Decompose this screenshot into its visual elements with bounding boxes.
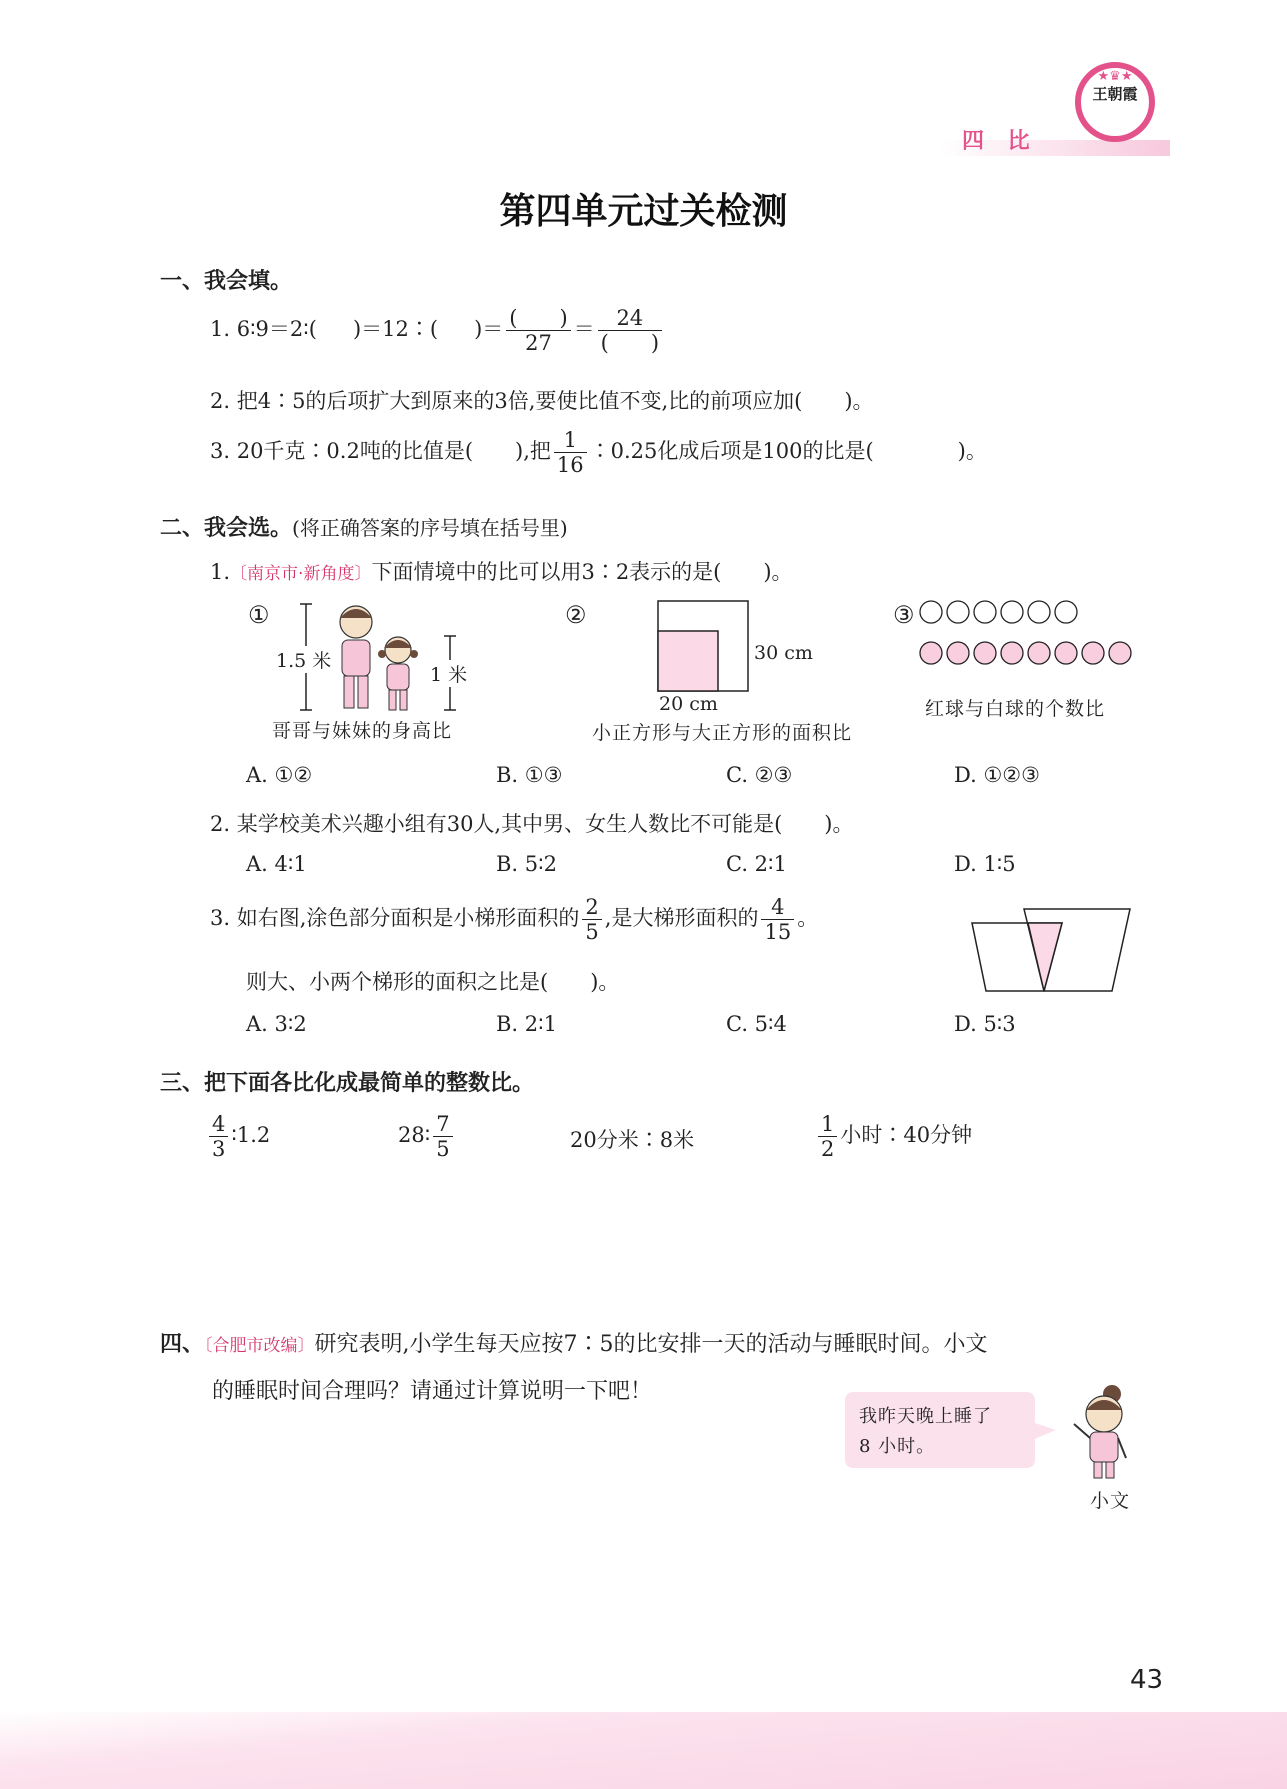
s2-q2-option-a: A. 4∶1 [246,852,307,876]
s4-line1: 四、〔合肥市改编〕研究表明,小学生每天应按7∶5的比安排一天的活动与睡眠时间。小文 [160,1332,988,1357]
logo-text: 王朝霞 [1092,85,1138,103]
trapezoid-figure [968,905,1134,995]
fig1-short-label: 1 米 [430,660,467,687]
s3-item-3: 20分米∶8米 [570,1128,695,1152]
fig2-caption: 小正方形与大正方形的面积比 [592,722,853,744]
s2-q3-option-d: D. 5∶3 [954,1012,1016,1036]
fig1-caption: 哥哥与妹妹的身高比 [272,720,453,742]
speech-bubble [845,1392,1035,1468]
fig3-balls-figure [918,598,1148,668]
s2-q1-option-a: A. ①② [246,763,313,787]
girl-name-label: 小文 [1090,1490,1131,1512]
s2-q3-option-c: C. 5∶4 [726,1012,787,1036]
bubble-line-1: 我昨天晚上睡了 [859,1406,992,1427]
fig3-caption: 红球与白球的个数比 [925,698,1106,720]
s2-q3: 3. 如右图,涂色部分面积是小梯形面积的 $\frac{2}{5}$ ,是大梯形面积的 $\frac{4}{15}$ 。 [210,895,819,945]
s1-q2: 2. 把4∶5的后项扩大到原来的3倍,要使比值不变,比的前项应加( )。 [210,389,874,413]
fig1-mark: ① [248,601,270,629]
s2-q3-option-b: B. 2∶1 [496,1012,557,1036]
white-balls [920,601,1077,623]
s1-q3: 3. 20千克∶0.2吨的比值是( ),把 $\frac{1}{16}$ ∶0.25化成后项是100的比是( )。 [210,428,987,478]
xiaowen-girl-icon [1060,1380,1150,1480]
section-1-title: 一、我会填。 [160,269,293,294]
page-number: 43 [1130,1665,1164,1695]
s2-q3-line2: 则大、小两个梯形的面积之比是( )。 [246,970,620,994]
s2-q3-option-a: A. 3∶2 [246,1012,307,1036]
crown-icon: ★♛★ [1097,69,1133,84]
fig3-mark: ③ [893,601,915,629]
s3-item-4: $\frac{1}{2}$ 小时∶40分钟 [815,1112,972,1161]
fig2-small-label: 20 cm [659,693,718,715]
fig2-mark: ② [565,601,587,629]
s1-q1: 1. 6∶9＝2∶( )＝12∶( )＝ $\frac{( )}{27}$ ＝ $\frac{24}{( )}$ [210,306,665,355]
bubble-tail [1032,1420,1058,1444]
logo-badge [1075,62,1155,142]
s2-q1-option-b: B. ①③ [496,763,563,787]
s2-q1-option-c: C. ②③ [726,763,793,787]
red-balls [920,642,1131,664]
s2-q2-option-d: D. 1∶5 [954,852,1016,876]
fig1-tall-label: 1.5 米 [276,646,331,673]
s3-item-2: 28∶ $\frac{7}{5}$ [398,1112,456,1161]
fig2-squares-figure [655,598,755,694]
section-3-title: 三、把下面各比化成最简单的整数比。 [160,1071,535,1096]
s2-q1: 1.〔南京市·新角度〕下面情境中的比可以用3∶2表示的是( )。 [210,560,793,584]
s3-item-1: $\frac{4}{3}$ ∶1.2 [206,1112,270,1161]
section-2-title: 二、我会选。(将正确答案的序号填在括号里) [160,516,568,541]
s2-q2: 2. 某学校美术兴趣小组有30人,其中男、女生人数比不可能是( )。 [210,812,854,836]
s2-q2-option-b: B. 5∶2 [496,852,557,876]
s4-line2: 的睡眠时间合理吗？请通过计算说明一下吧！ [212,1379,653,1404]
small-square [658,631,718,691]
s2-q1-option-d: D. ①②③ [954,763,1040,787]
page-title: 第四单元过关检测 [499,191,788,232]
footer-band [0,1712,1287,1789]
bubble-line-2: 8 小时。 [859,1436,936,1457]
unit-label: 四 比 [962,129,1038,154]
s2-q2-option-c: C. 2∶1 [726,852,787,876]
fig2-big-label: 30 cm [754,642,813,664]
